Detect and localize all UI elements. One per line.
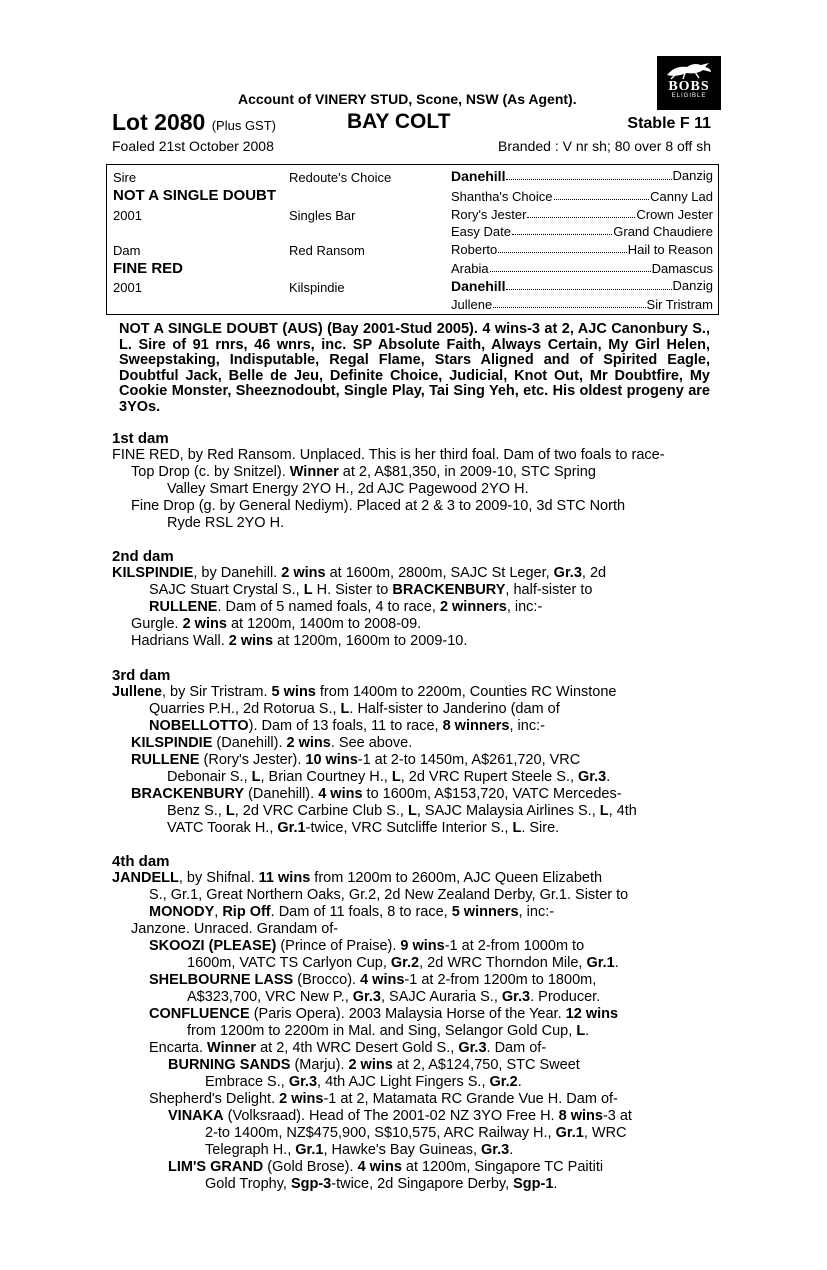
ancestor-name: Shantha's Choice (451, 189, 553, 204)
pedigree-line (451, 242, 713, 257)
sire-name: NOT A SINGLE DOUBT (113, 187, 277, 204)
ancestor-name: Jullene (451, 297, 493, 312)
ancestor-sire: Crown Jester (636, 207, 713, 222)
ancestor-name: Danehill (451, 168, 506, 184)
lot-label: Lot 2080 (112, 109, 206, 135)
ancestor-sire: Hail to Reason (627, 242, 713, 257)
pedigree-line (451, 261, 713, 276)
pedigree-line (451, 297, 713, 312)
brand-description: Branded : V nr sh; 80 over 8 off sh (498, 138, 711, 154)
third-dam-heading: 3rd dam (112, 667, 171, 684)
ancestor-name: Rory's Jester (451, 207, 527, 222)
dam-name: FINE RED (113, 260, 184, 277)
pedigree-line (451, 278, 713, 294)
horse-description: BAY COLT (347, 110, 451, 133)
dam-year: 2001 (113, 280, 142, 295)
ancestor-sire: Danzig (672, 168, 713, 183)
sire-sire: Redoute's Choice (289, 170, 392, 185)
pedigree-line (451, 207, 713, 222)
first-dam-heading: 1st dam (112, 430, 169, 447)
horse-icon (665, 60, 713, 80)
dam-sire: Red Ransom (289, 243, 365, 258)
pedigree-table (106, 164, 719, 315)
foaled-date: Foaled 21st October 2008 (112, 138, 274, 154)
plus-gst: (Plus GST) (211, 118, 277, 133)
ancestor-name: Easy Date (451, 224, 511, 239)
sire-summary: NOT A SINGLE DOUBT (AUS) (Bay 2001-Stud 2005). 4 wins-3 at 2, AJC Canonbury S., L. Sire of 91 rnrs, 46 wnrs, inc. SP Absolute Faith, Always Certain, My Girl Helen, Sweepstaking, Indisputable, Regal Flame, Stars Aligned and of Spirited Eagle, Doubtful Jack, Belle de Jeu, Definite Choice, Judicial, Knot Out, Mr Doubtfire, My Cookie Monster, Sheeznodoubt, Single Play, Tai Sing Yeh, etc. His oldest progeny are 3YOs. (119, 321, 710, 415)
dam-dam: Kilspindie (289, 280, 345, 295)
ancestor-sire: Sir Tristram (646, 297, 713, 312)
second-dam-heading: 2nd dam (112, 548, 174, 565)
bobs-eligible-logo (657, 56, 721, 110)
pedigree-line (451, 168, 713, 184)
ancestor-sire: Danzig (672, 278, 713, 293)
pedigree-line (451, 224, 713, 239)
stable-location: Stable F 11 (627, 115, 711, 132)
logo-subtext: ELIGIBLE (671, 93, 707, 99)
dam-label: Dam (113, 243, 141, 258)
sire-dam: Singles Bar (289, 208, 356, 223)
ancestor-sire: Damascus (651, 261, 713, 276)
ancestor-name: Roberto (451, 242, 498, 257)
pedigree-line (451, 189, 713, 204)
ancestor-sire: Canny Lad (650, 189, 713, 204)
first-dam-text: FINE RED, by Red Ransom. Unplaced. This is her third foal. Dam of two foals to race- Top Drop (c. by Snitzel). Winner at 2, A$81,350, in 2009-10, STC Spring Valley Smart Energy 2YO H., 2d AJC Pagewood 2YO H. Fine Drop (g. by General Nediym). Placed at 2 & 3 to 2009-10, 3d STC North Ryde RSL 2YO H. (112, 447, 665, 531)
second-dam-text: KILSPINDIE, by Danehill. 2 wins at 1600m, 2800m, SAJC St Leger, Gr.3, 2d SAJC Stuart Crystal S., L H. Sister to BRACKENBURY, half-sister to RULLENE. Dam of 5 named foals, 4 to race, 2 winners, inc:- Gurgle. 2 wins at 1200m, 1400m to 2008-09. Hadrians Wall. 2 wins at 1200m, 1600m to 2009-10. (112, 565, 607, 649)
ancestor-name: Danehill (451, 278, 506, 294)
logo-text: BOBS (668, 79, 710, 94)
ancestor-sire: Grand Chaudiere (613, 224, 713, 239)
sire-label: Sire (113, 170, 137, 185)
sire-year: 2001 (113, 208, 142, 223)
fourth-dam-heading: 4th dam (112, 853, 170, 870)
ancestor-name: Arabia (451, 261, 489, 276)
third-dam-text: Jullene, by Sir Tristram. 5 wins from 1400m to 2200m, Counties RC Winstone Quarries P.H., 2d Rotorua S., L. Half-sister to Janderino (dam of NOBELLOTTO). Dam of 13 foals, 11 to race, 8 winners, inc:- KILSPINDIE (Danehill). 2 wins. See above. RULLENE (Rory's Jester). 10 wins-1 at 2-to 1450m, A$261,720, VRC Debonair S., L, Brian Courtney H., L, 2d VRC Rupert Steele S., Gr.3. BRACKENBURY (Danehill). 4 wins to 1600m, A$153,720, VATC Mercedes- Benz S., L, 2d VRC Carbine Club S., L, SAJC Malaysia Airlines S., L, 4th VATC Toorak H., Gr.1-twice, VRC Sutcliffe Interior S., L. Sire. (112, 684, 637, 836)
vendor-account: Account of VINERY STUD, Scone, NSW (As Agent). (238, 91, 577, 107)
fourth-dam-text: JANDELL, by Shifnal. 11 wins from 1200m to 2600m, AJC Queen Elizabeth S., Gr.1, Great Northern Oaks, Gr.2, 2d New Zealand Derby, Gr.1. Sister to MONODY, Rip Off. Dam of 11 foals, 8 to race, 5 winners, inc:- Janzone. Unraced. Grandam of- SKOOZI (PLEASE) (Prince of Praise). 9 wins-1 at 2-from 1000m to 1600m, VATC TS Carlyon Cup, Gr.2, 2d WRC Thorndon Mile, Gr.1. SHELBOURNE LASS (Brocco). 4 wins-1 at 2-from 1200m to 1800m, A$323,700, VRC New P., Gr.3, SAJC Auraria S., Gr.3. Producer. CONFLUENCE (Paris Opera). 2003 Malaysia Horse of the Year. 12 wins from 1200m to 2200m in Mal. and Sing, Selangor Gold Cup, L. Encarta. Winner at 2, 4th WRC Desert Gold S., Gr.3. Dam of- BURNING SANDS (Marju). 2 wins at 2, A$124,750, STC Sweet Embrace S., Gr.3, 4th AJC Light Fingers S., Gr.2. Shepherd's Delight. 2 wins-1 at 2, Matamata RC Grande Vue H. Dam of- VINAKA (Volksraad). Head of The 2001-02 NZ 3YO Free H. 8 wins-3 at 2-to 1400m, NZ$475,900, S$10,575, ARC Railway H., Gr.1, WRC Telegraph H., Gr.1, Hawke's Bay Guineas, Gr.3. LIM'S GRAND (Gold Brose). 4 wins at 1200m, Singapore TC Paititi Gold Trophy, Sgp-3-twice, 2d Singapore Derby, Sgp-1. (112, 870, 632, 1192)
lot-number (112, 109, 276, 136)
